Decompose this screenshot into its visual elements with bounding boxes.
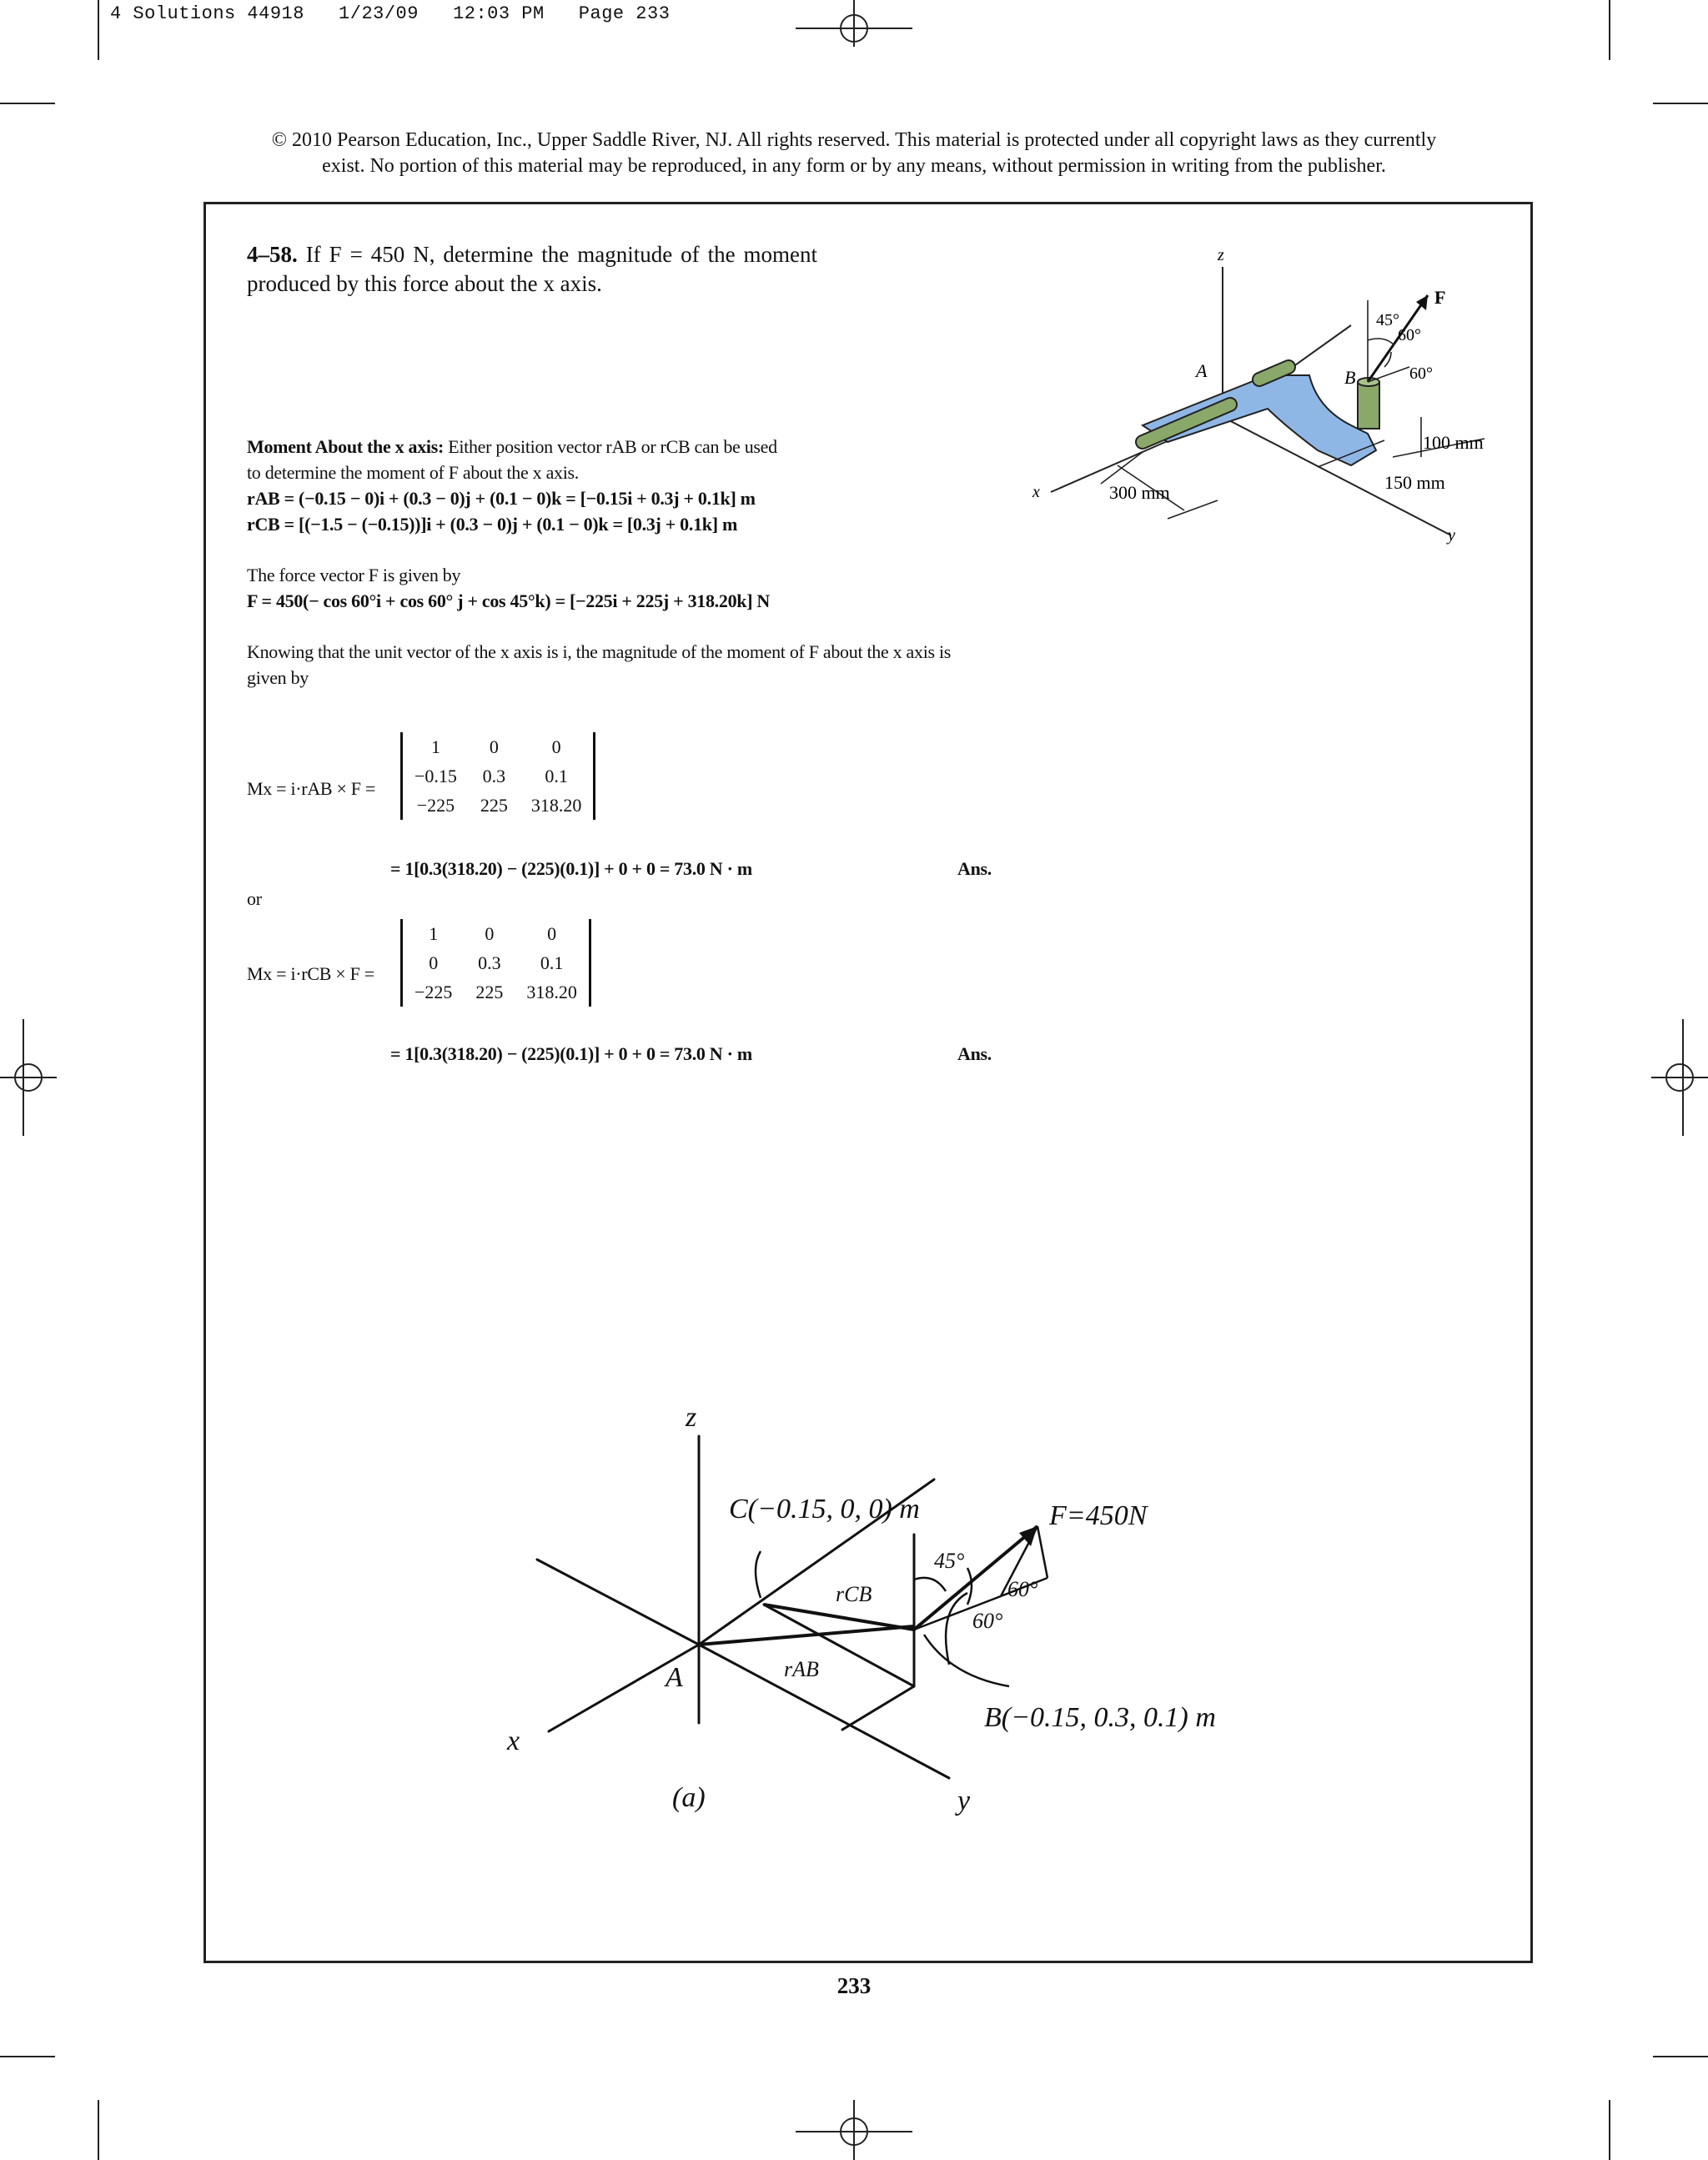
- determinant-cell: 0: [489, 736, 499, 757]
- mx-label-1: Mx = i·rAB × F =: [247, 778, 376, 799]
- determinant-cell: 318.20: [530, 794, 582, 816]
- sketch-caption: (a): [672, 1782, 706, 1813]
- copyright-line-2: exist. No portion of this material may be reproduced, in any form or by any means, without permission in writing from the publisher.: [322, 155, 1386, 177]
- determinant-2: [400, 919, 591, 1007]
- solution-heading: Moment About the x axis:: [247, 436, 445, 457]
- determinant-cell: −225: [414, 981, 453, 1002]
- solution-intro-2: to determine the moment of F about the x axis.: [247, 462, 580, 483]
- sketch-x-label: x: [507, 1725, 520, 1756]
- determinant-cell: −0.15: [414, 765, 457, 786]
- fig-x-label: x: [1032, 483, 1040, 501]
- answer-label-2: Ans.: [957, 1043, 992, 1064]
- mx-result-2: = 1[0.3(318.20) − (225)(0.1)] + 0 + 0 = 73.0 N · m: [390, 1043, 752, 1064]
- problem-statement: [247, 240, 817, 299]
- answer-label-1: Ans.: [957, 858, 992, 879]
- determinant-row: [403, 919, 589, 948]
- determinant-row: [403, 761, 593, 791]
- determinant-cell: 0: [551, 736, 561, 757]
- determinant-cell: 0: [485, 922, 495, 944]
- determinant-cell: 0: [429, 952, 439, 973]
- sketch-angle-60a: 60°: [1007, 1577, 1038, 1601]
- determinant-cell: 0.3: [482, 765, 506, 786]
- pipe-assembly-figure: [1017, 242, 1484, 559]
- problem-text: If F = 450 N, determine the magnitude of the moment produced by this force about the x axis.: [247, 242, 817, 296]
- fig-angle-45: 45°: [1376, 311, 1399, 329]
- fig-b-label: B: [1344, 367, 1356, 388]
- determinant-cell: 225: [475, 981, 504, 1002]
- determinant-cell: 1: [429, 922, 439, 944]
- vertical-post: [1358, 382, 1379, 429]
- problem-number: 4–58.: [247, 242, 298, 267]
- unit-vector-text: Knowing that the unit vector of the x axis is i, the magnitude of the moment of F about the x axis is: [247, 641, 952, 662]
- unit-vector-text-2: given by: [247, 667, 309, 688]
- fig-dim-300: 300 mm: [1109, 482, 1170, 503]
- sketch-c-label: C(−0.15, 0, 0) m: [729, 1494, 920, 1525]
- determinant-cell: 0.3: [478, 952, 501, 973]
- sketch-z-label: z: [686, 1402, 697, 1433]
- fig-angle-60b: 60°: [1409, 364, 1433, 383]
- force-intro: The force vector F is given by: [247, 565, 461, 585]
- sketch-rcb-label: rCB: [836, 1582, 872, 1606]
- solution-intro: Either position vector rAB or rCB can be used: [444, 436, 777, 457]
- sketch-y-label: y: [957, 1786, 971, 1816]
- fig-f-label: F: [1434, 287, 1446, 308]
- fig-a-label: A: [1196, 360, 1208, 381]
- or-label: or: [247, 888, 262, 909]
- sketch-force-label: F=450N: [1049, 1500, 1148, 1531]
- print-slug: 4 Solutions 44918 1/23/09 12:03 PM Page 233: [110, 3, 671, 24]
- determinant-cell: 0.1: [545, 765, 568, 786]
- free-body-sketch: [500, 1393, 1301, 1826]
- determinant-row: [403, 948, 589, 977]
- force-equation: F = 450(− cos 60°i + cos 60° j + cos 45°k) = [−225i + 225j + 318.20k] N: [247, 590, 771, 611]
- sketch-angle-60b: 60°: [972, 1609, 1003, 1633]
- position-vector-rcb: rCB = [(−1.5 − (−0.15))]i + (0.3 − 0)j + (0.1 − 0)k = [0.3j + 0.1k] m: [247, 514, 737, 535]
- determinant-cell: 0.1: [540, 952, 564, 973]
- fig-y-label: y: [1448, 526, 1455, 545]
- determinant-cell: −225: [416, 794, 455, 816]
- sketch-a-label: A: [666, 1662, 683, 1693]
- determinant-cell: 318.20: [526, 981, 577, 1002]
- sketch-b-label: B(−0.15, 0.3, 0.1) m: [984, 1702, 1216, 1733]
- determinant-row: [403, 791, 593, 820]
- determinant-cell: 1: [430, 736, 440, 757]
- sketch-rab-label: rAB: [784, 1657, 819, 1681]
- determinant-cell: 225: [480, 794, 508, 816]
- copyright-line-1: © 2010 Pearson Education, Inc., Upper Saddle River, NJ. All rights reserved. This material is protected under all copyright laws as they currently: [271, 129, 1437, 151]
- fig-z-label: z: [1218, 246, 1224, 264]
- mx-result-1: = 1[0.3(318.20) − (225)(0.1)] + 0 + 0 = 73.0 N · m: [390, 858, 752, 879]
- determinant-row: [403, 977, 589, 1007]
- fig-dim-150: 150 mm: [1384, 472, 1445, 493]
- determinant-1: [400, 732, 595, 820]
- determinant-cell: 0: [547, 922, 557, 944]
- sketch-y-axis: [699, 1645, 949, 1778]
- fig-dim-100: 100 mm: [1423, 432, 1484, 453]
- position-vector-rab: rAB = (−0.15 − 0)i + (0.3 − 0)j + (0.1 − 0)k = [−0.15i + 0.3j + 0.1k] m: [247, 488, 756, 509]
- copyright-notice: [200, 128, 1508, 179]
- sketch-angle-45: 45°: [934, 1549, 965, 1573]
- page-number: 233: [836, 1973, 872, 1998]
- fig-angle-60a: 60°: [1398, 326, 1421, 344]
- mx-label-2: Mx = i·rCB × F =: [247, 963, 374, 984]
- solution-block: [247, 434, 1047, 691]
- determinant-row: [403, 732, 593, 761]
